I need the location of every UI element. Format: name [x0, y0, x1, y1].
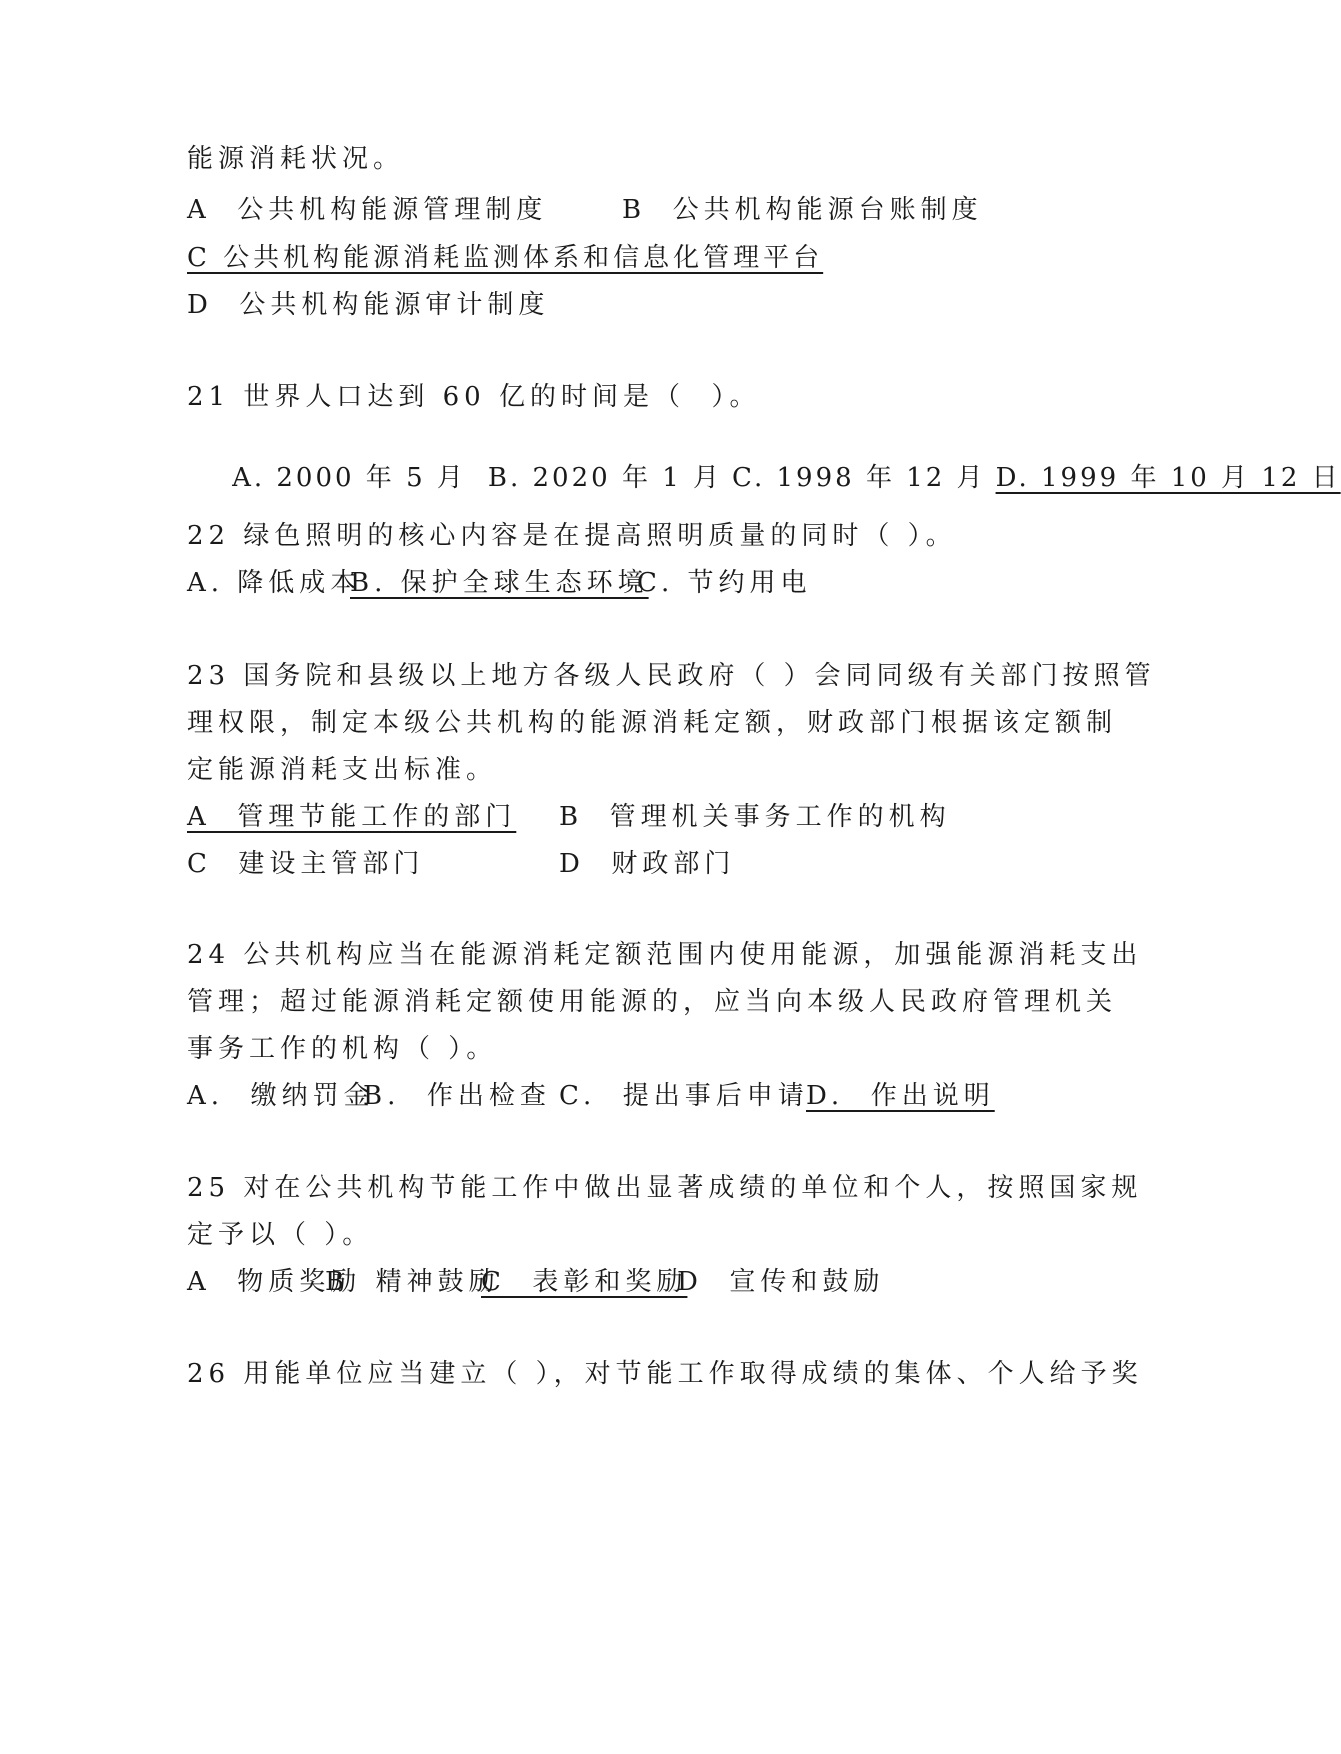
q26-line-1: 26 用能单位应当建立（ ），对节能工作取得成绩的集体、个人给予奖 — [187, 1359, 1143, 1389]
q25-option-d: D 宣传和鼓励 — [677, 1267, 885, 1297]
q25-option-a: A 物质奖励 — [187, 1267, 362, 1297]
q23-line-1: 23 国务院和县级以上地方各级人民政府（ ）会同同级有关部门按照管 — [187, 661, 1156, 691]
q22-option-b-answer: B. 保护全球生态环境 — [350, 568, 649, 598]
q22-option-c: C. 节约用电 — [637, 568, 812, 598]
q23-option-d: D 财政部门 — [559, 849, 736, 879]
q20-option-c-answer: C 公共机构能源消耗监测体系和信息化管理平台 — [187, 243, 824, 273]
q25-line-1: 25 对在公共机构节能工作中做出显著成绩的单位和个人，按照国家规 — [187, 1173, 1143, 1203]
q23-option-a-answer: A 管理节能工作的部门 — [187, 802, 517, 832]
q23-line-3: 定能源消耗支出标准。 — [187, 755, 498, 785]
q23-option-c: C 建设主管部门 — [187, 849, 425, 879]
q20-option-b: B 公共机构能源台账制度 — [622, 195, 983, 225]
q25-line-2: 定予以（ ）。 — [187, 1220, 374, 1250]
q20-option-d: D 公共机构能源审计制度 — [187, 290, 550, 320]
text-line: 能源消耗状况。 — [187, 144, 405, 174]
q25-option-b: B 精神鼓励 — [325, 1267, 500, 1297]
q24-option-b: B. 作出检查 — [363, 1081, 551, 1111]
q21-option-a: A. 2000 年 5 月 — [232, 463, 466, 493]
q21-question: 21 世界人口达到 60 亿的时间是（ ）。 — [187, 382, 761, 412]
q22-option-a: A. 降低成本 — [187, 568, 362, 598]
q24-option-c: C. 提出事后申请 — [559, 1081, 809, 1111]
q23-line-2: 理权限，制定本级公共机构的能源消耗定额，财政部门根据该定额制 — [187, 708, 1118, 738]
q24-line-1: 24 公共机构应当在能源消耗定额范围内使用能源，加强能源消耗支出 — [187, 940, 1143, 970]
q21-options — [187, 427, 1341, 529]
q24-line-3: 事务工作的机构（ ）。 — [187, 1034, 498, 1064]
q21-option-b: B. 2020 年 1 月 — [487, 463, 723, 493]
q24-option-d-answer: D. 作出说明 — [806, 1081, 995, 1111]
q20-option-a: A 公共机构能源管理制度 — [187, 195, 548, 225]
q21-option-c: C. 1998 年 12 月 — [732, 463, 986, 493]
q22-question: 22 绿色照明的核心内容是在提高照明质量的同时（ ）。 — [187, 521, 957, 551]
q21-option-d-answer: D. 1999 年 10 月 12 日 — [995, 463, 1341, 493]
q25-option-c-answer: C 表彰和奖励 — [481, 1267, 688, 1297]
q23-option-b: B 管理机关事务工作的机构 — [559, 802, 951, 832]
q24-line-2: 管理；超过能源消耗定额使用能源的，应当向本级人民政府管理机关 — [187, 987, 1118, 1017]
q24-option-a: A. 缴纳罚金 — [187, 1081, 375, 1111]
